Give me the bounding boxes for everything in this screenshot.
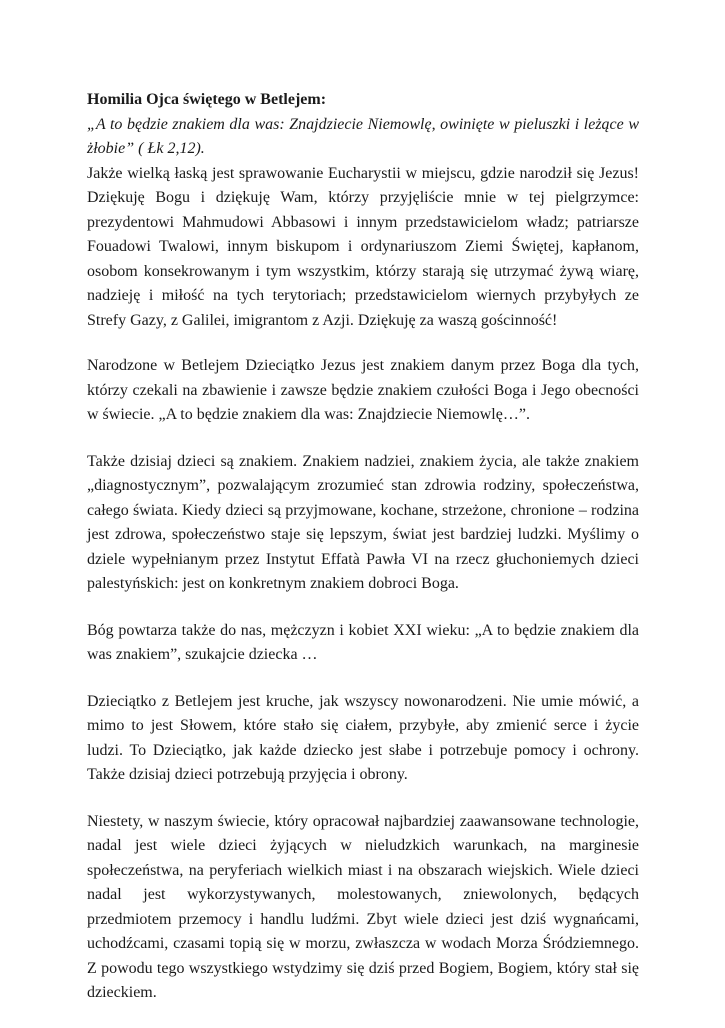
paragraph-3: Także dzisiaj dzieci są znakiem. Znakiem nadziei, znakiem życia, ale także znakiem „diagnostycznym”, pozwalającym zrozumieć stan zdrowia rodziny, społeczeństwa, całego świata. Kiedy dzieci są przyjmowane, kochane, strzeżone, chronione – rodzina jest zdrowa, społeczeństwo staje się lepszym, świat jest bardziej ludzki. Myślimy o dziele wypełnianym przez Instytut Effatà Pawła VI na rzecz głuchoniemych dzieci palestyńskich: jest on konkretnym znakiem dobroci Boga. <box>87 452 639 592</box>
paragraph-4: Bóg powtarza także do nas, mężczyzn i kobiet XXI wieku: „A to będzie znakiem dla was znakiem”, szukajcie dziecka … <box>87 621 639 663</box>
paragraph-1: Jakże wielką łaską jest sprawowanie Eucharystii w miejscu, gdzie narodził się Jezus! Dziękuję Bogu i dziękuję Wam, którzy przyjęliście mnie w tej pielgrzymce: prezydentowi Mahmudowi Abbasowi i innym przedstawicielom władz; patriarsze Fouadowi Twalowi, innym biskupom i ordynariuszom Ziemi Świętej, kapłanom, osobom konsekrowanym i tym wszystkim, którzy starają się utrzymać żywą wiarę, nadzieję i miłość na tych terytoriach; przedstawicielom wiernych przybyłych ze Strefy Gazy, z Galilei, imigrantom z Azji. Dziękuję za waszą gościnność! <box>87 164 639 329</box>
document-page <box>87 88 639 1028</box>
bible-quote: „A to będzie znakiem dla was: Znajdziecie Niemowlę, owinięte w pieluszki i leżące w żłobie” ( Łk 2,12). <box>87 115 639 157</box>
document-title: Homilia Ojca świętego w Betlejem: <box>87 91 327 108</box>
paragraph-5: Dzieciątko z Betlejem jest kruche, jak wszyscy nowonarodzeni. Nie umie mówić, a mimo to jest Słowem, które stało się ciałem, przybyłe, aby zmienić serce i życie ludzi. To Dzieciątko, jak każde dziecko jest słabe i potrzebuje pomocy i ochrony. Także dzisiaj dzieci potrzebują przyjęcia i obrony. <box>87 692 639 783</box>
paragraph-2: Narodzone w Betlejem Dzieciątko Jezus jest znakiem danym przez Boga dla tych, którzy czekali na zbawienie i zawsze będzie znakiem czułości Boga i Jego obecności w świecie. „A to będzie znakiem dla was: Znajdziecie Niemowlę…”. <box>87 357 639 423</box>
paragraph-6: Niestety, w naszym świecie, który opracował najbardziej zaawansowane technologie, nadal jest wiele dzieci żyjących w nieludzkich warunkach, na marginesie społeczeństwa, na peryferiach wielkich miast i na obszarach wiejskich. Wiele dzieci nadal jest wykorzystywanych, molestowanych, zniewolonych, będących przedmiotem przemocy i handlu ludźmi. Zbyt wiele dzieci jest dziś wygnańcami, uchodźcami, czasami topią się w morzu, zwłaszcza w wodach Morza Śródziemnego. Z powodu tego wszystkiego wstydzimy się dziś przed Bogiem, Bogiem, który stał się dzieckiem. <box>87 812 639 1001</box>
